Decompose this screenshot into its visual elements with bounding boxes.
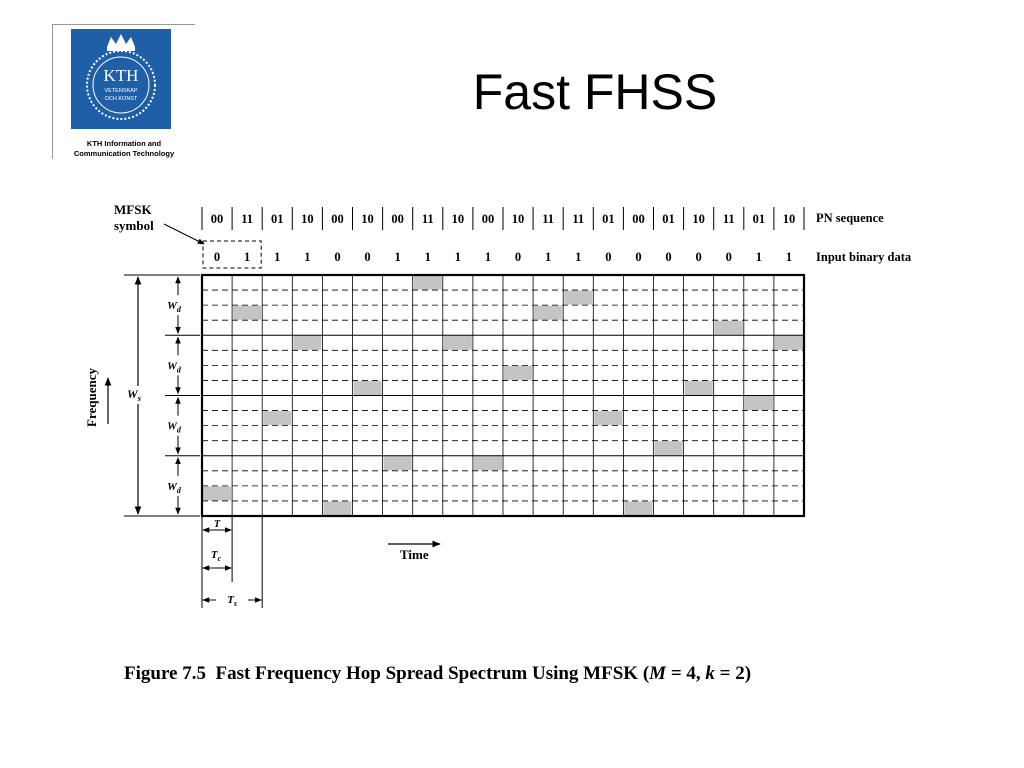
pn-sequence-value: 01 — [752, 212, 766, 226]
wd-label: $W_d$ — [167, 420, 181, 435]
input-bit-value: 1 — [244, 250, 251, 264]
pn-sequence-value: 11 — [421, 212, 434, 226]
caption-m-var: M — [649, 663, 667, 684]
logo-caption-line2: Communication Technology — [73, 149, 175, 158]
hop-cell — [624, 501, 652, 515]
input-bit-value: 1 — [454, 250, 461, 264]
hop-cell — [323, 501, 351, 515]
ws-label: $W_s$ — [126, 387, 142, 403]
pn-sequence-value: 11 — [572, 212, 585, 226]
input-bit-value: 1 — [575, 250, 582, 264]
slide-title: Fast FHSS — [472, 64, 718, 120]
pn-sequence-value: 01 — [271, 212, 284, 226]
input-bit-value: 1 — [304, 250, 311, 264]
hop-cell — [745, 396, 773, 410]
caption-part3: = 2) — [714, 663, 752, 684]
sequence-rows — [114, 202, 912, 268]
hop-cell — [564, 291, 592, 305]
hop-cell — [775, 336, 803, 350]
input-bit-value: 1 — [785, 250, 793, 264]
hop-cell — [263, 411, 291, 425]
input-bit-value: 0 — [213, 250, 221, 264]
hop-cell — [354, 381, 382, 395]
wd-label: $W_d$ — [167, 480, 181, 495]
input-bit-value: 1 — [545, 250, 552, 264]
tc-label: $T_c$ — [210, 549, 222, 563]
input-bit-value: 0 — [514, 250, 522, 264]
pn-sequence-value: 00 — [481, 212, 495, 226]
input-bit-value: 0 — [635, 250, 642, 264]
frequency-annotations — [84, 275, 200, 516]
input-bit-value: 0 — [665, 250, 672, 264]
hop-cell — [655, 441, 683, 455]
pn-sequence-value: 10 — [451, 212, 465, 226]
kth-wordmark: KTH — [103, 66, 139, 85]
mfsk-pointer-arrow — [164, 224, 204, 244]
mfsk-label-line2: symbol — [114, 218, 154, 233]
input-bit-value: 0 — [364, 250, 371, 264]
input-bit-value: 0 — [695, 250, 702, 264]
time-axis-label: Time — [400, 547, 429, 562]
wd-label: $W_d$ — [167, 300, 181, 315]
pn-sequence-value: 00 — [391, 212, 404, 226]
input-bit-value: 1 — [484, 250, 492, 264]
time-frequency-grid — [202, 275, 804, 516]
input-bit-value: 0 — [725, 250, 732, 264]
hop-cell — [384, 456, 412, 470]
input-data-label: Input binary data — [816, 250, 912, 264]
input-bit-value: 1 — [755, 250, 762, 264]
kth-motto-line1: VETENSKAP — [104, 88, 138, 94]
pn-sequence-value: 10 — [782, 212, 796, 226]
t-label: T — [213, 519, 221, 530]
wd-label: $W_d$ — [167, 360, 181, 375]
hop-cell — [233, 306, 261, 320]
pn-sequence-value: 11 — [241, 212, 254, 226]
hop-cell — [414, 276, 442, 290]
pn-sequence-value: 10 — [361, 212, 374, 226]
hop-cell — [534, 306, 562, 320]
mfsk-label-line1: MFSK — [114, 202, 152, 217]
logo-caption-line1: KTH Information and — [86, 139, 162, 148]
input-bit-value: 1 — [274, 250, 281, 264]
caption-k-var: k — [705, 663, 715, 684]
pn-sequence-value: 11 — [542, 212, 555, 226]
pn-sequence-value: 00 — [632, 212, 645, 226]
pn-sequence-value: 10 — [301, 212, 314, 226]
pn-sequence-value: 11 — [722, 212, 735, 226]
pn-sequence-value: 01 — [662, 212, 675, 226]
hop-cell — [504, 366, 532, 380]
input-bit-value: 1 — [424, 250, 431, 264]
figure-caption — [124, 662, 864, 686]
hop-cell — [203, 486, 231, 500]
kth-motto-line2: OCH KONST — [104, 96, 138, 102]
pn-sequence-value: 10 — [692, 212, 705, 226]
hop-cell — [293, 336, 321, 350]
mfsk-symbol-box — [203, 241, 261, 268]
hop-cell — [474, 456, 502, 470]
hop-cell — [685, 381, 713, 395]
caption-part2: = 4, — [666, 663, 706, 684]
pn-sequence-label: PN sequence — [816, 211, 884, 225]
hop-cell — [715, 321, 743, 335]
frequency-axis-label: Frequency — [84, 368, 99, 427]
pn-sequence-value: 00 — [331, 212, 344, 226]
time-annotations — [202, 516, 440, 608]
caption-part1: Figure 7.5 Fast Frequency Hop Spread Spectrum Using MFSK ( — [124, 663, 650, 684]
pn-sequence-value: 01 — [602, 212, 615, 226]
pn-sequence-value: 00 — [210, 212, 224, 226]
input-bit-value: 0 — [605, 250, 612, 264]
input-bit-value: 1 — [394, 250, 401, 264]
hop-cell — [594, 411, 622, 425]
hop-cell — [444, 336, 472, 350]
input-bit-value: 0 — [334, 250, 341, 264]
pn-sequence-value: 10 — [511, 212, 525, 226]
ts-label: $T_s$ — [227, 594, 238, 608]
